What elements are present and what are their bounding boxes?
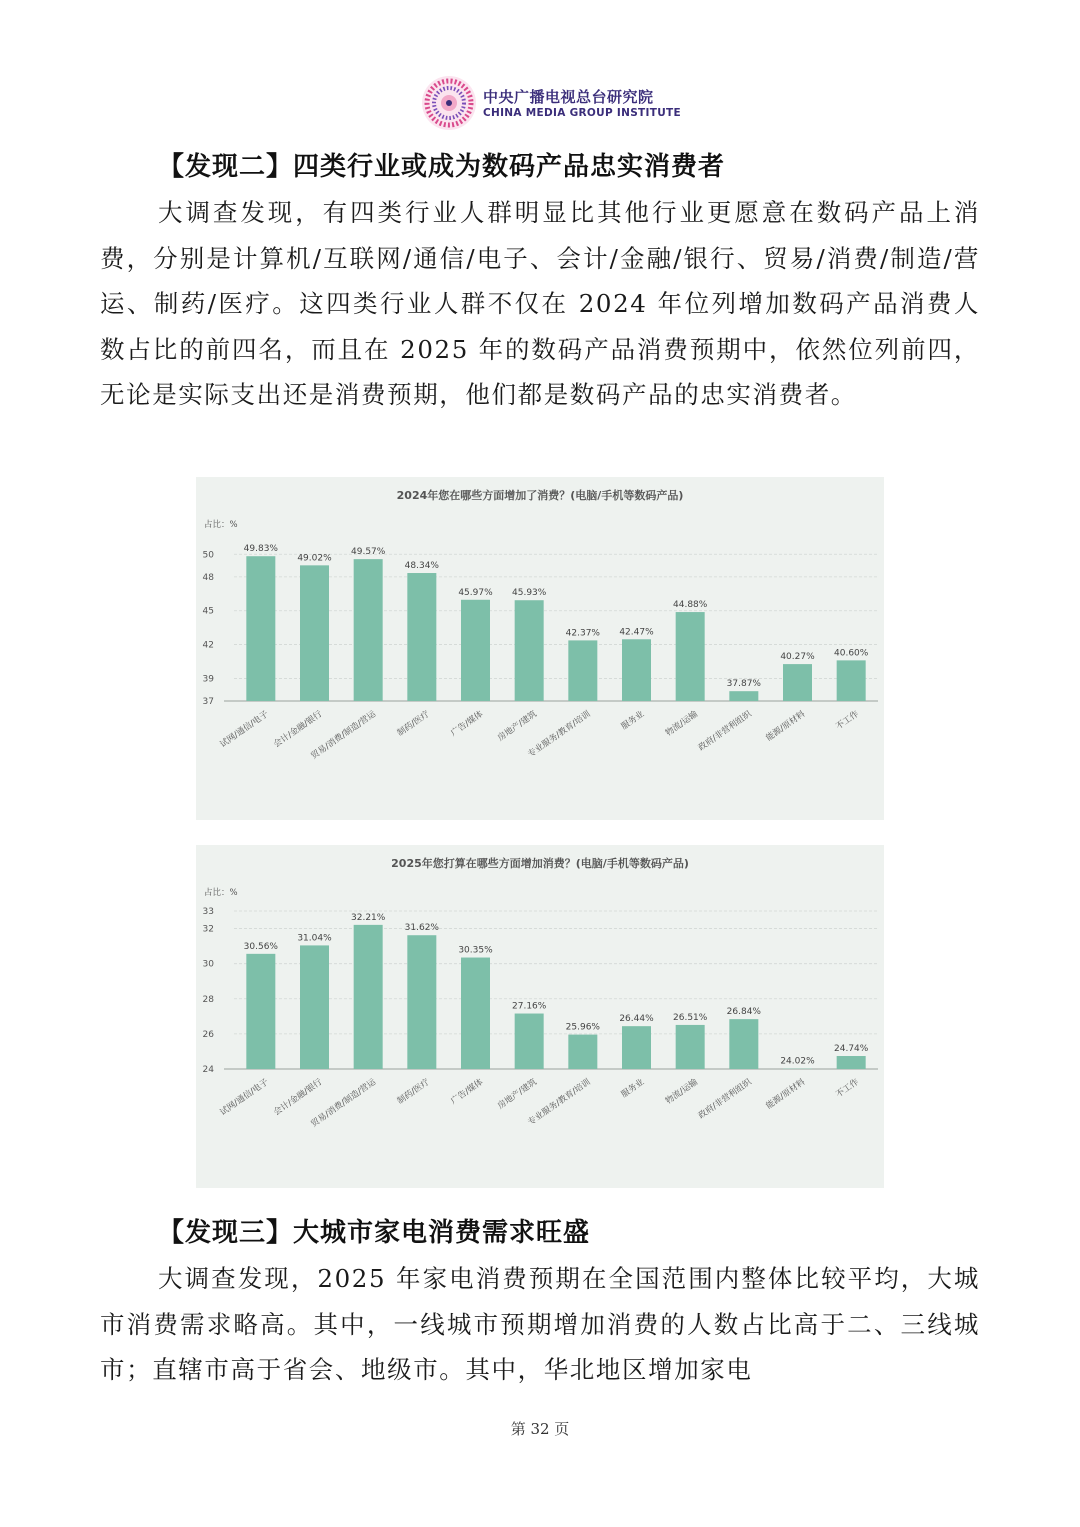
y-tick-label: 48 bbox=[202, 572, 214, 583]
x-tick-label: 贸易/消费/制造/营运 bbox=[309, 709, 378, 762]
data-label: 49.83% bbox=[243, 544, 278, 555]
data-label: 37.87% bbox=[726, 679, 761, 690]
x-tick-label: 不工作 bbox=[834, 1077, 861, 1101]
bar bbox=[246, 954, 275, 1069]
data-label: 24.02% bbox=[780, 1056, 815, 1067]
finding2-heading: 【发现二】四类行业或成为数码产品忠实消费者 bbox=[158, 152, 726, 182]
org-name-cn: 中央广播电视总台研究院 bbox=[483, 88, 654, 106]
x-tick-label: 制药/医疗 bbox=[395, 709, 432, 739]
y-tick-label: 37 bbox=[202, 697, 214, 707]
finding2-paragraph: 大调查发现，有四类行业人群明显比其他行业更愿意在数码产品上消费，分别是计算机/互联网/通信/电子、会计/金融/银行、贸易/消费/制造/营运、制药/医疗。这四类行业人群不仅在 2024 年位列增加数码产品消费人数占比的前四名，而且在 2025 年的数码产品消费预期中，依然位列前四，无论是实际支出还是消费预期，他们都是数码产品的忠实消费者。 bbox=[100, 198, 980, 409]
x-tick-label: 广告/媒体 bbox=[449, 1077, 486, 1107]
page-header bbox=[420, 74, 680, 134]
x-tick-label: 房地产/建筑 bbox=[495, 1077, 539, 1112]
x-tick-label: 广告/媒体 bbox=[449, 709, 486, 739]
chart-2024 bbox=[196, 477, 884, 820]
y-tick-label: 24 bbox=[202, 1065, 214, 1075]
bar bbox=[515, 1014, 544, 1069]
chart-title: 2024年您在哪些方面增加了消费？(电脑/手机等数码产品) bbox=[396, 489, 684, 502]
x-tick-label: 物流/运输 bbox=[663, 1077, 700, 1107]
x-tick-label: 专业服务/教育/培训 bbox=[526, 709, 593, 760]
x-tick-label: 会计/金融/银行 bbox=[272, 709, 325, 750]
x-tick-label: 房地产/建筑 bbox=[495, 709, 539, 744]
finding3-paragraph: 大调查发现，2025 年家电消费预期在全国范围内整体比较平均，大城市消费需求略高。其中，一线城市预期增加消费的人数占比高于二、三线城市；直辖市高于省会、地级市。其中，华北地区增加家电 bbox=[100, 1264, 980, 1384]
y-tick-label: 39 bbox=[202, 674, 214, 685]
y-tick-label: 32 bbox=[202, 924, 214, 935]
y-axis-label: 占比：% bbox=[204, 520, 238, 530]
data-label: 49.02% bbox=[297, 553, 332, 564]
bar bbox=[622, 639, 651, 701]
chart-2025 bbox=[196, 845, 884, 1188]
org-name-en: CHINA MEDIA GROUP INSTITUTE bbox=[483, 107, 681, 119]
x-tick-label: 试网/通信/电子 bbox=[218, 1077, 271, 1118]
data-label: 32.21% bbox=[351, 912, 386, 923]
y-tick-label: 45 bbox=[202, 606, 214, 617]
x-tick-label: 物流/运输 bbox=[663, 709, 700, 739]
bar bbox=[407, 573, 436, 701]
data-label: 26.51% bbox=[673, 1012, 708, 1023]
bar bbox=[622, 1026, 651, 1069]
data-label: 40.27% bbox=[780, 652, 815, 663]
x-tick-label: 贸易/消费/制造/营运 bbox=[309, 1077, 378, 1130]
data-label: 31.62% bbox=[404, 923, 439, 934]
bar bbox=[837, 660, 866, 701]
x-tick-label: 政府/非营利组织 bbox=[696, 1077, 754, 1122]
data-label: 48.34% bbox=[404, 561, 439, 572]
bar bbox=[515, 600, 544, 701]
x-tick-label: 试网/通信/电子 bbox=[218, 709, 271, 750]
data-label: 42.37% bbox=[565, 628, 600, 639]
y-tick-label: 33 bbox=[202, 907, 214, 917]
bar bbox=[676, 612, 705, 701]
bar bbox=[568, 640, 597, 701]
data-label: 26.44% bbox=[619, 1014, 654, 1025]
bar bbox=[837, 1056, 866, 1069]
data-label: 45.93% bbox=[512, 588, 547, 599]
bar bbox=[246, 556, 275, 701]
x-tick-label: 服务业 bbox=[619, 709, 647, 733]
x-tick-label: 政府/非营利组织 bbox=[696, 709, 754, 754]
data-label: 49.57% bbox=[351, 547, 386, 558]
y-tick-label: 30 bbox=[202, 959, 214, 970]
data-label: 27.16% bbox=[512, 1001, 547, 1012]
x-tick-label: 能源/原材料 bbox=[764, 1077, 808, 1112]
bar bbox=[407, 935, 436, 1069]
cmg-institute-logo bbox=[420, 74, 478, 132]
bar bbox=[729, 691, 758, 701]
data-label: 25.96% bbox=[565, 1022, 600, 1033]
data-label: 44.88% bbox=[673, 600, 708, 611]
bar bbox=[568, 1035, 597, 1069]
bar bbox=[729, 1019, 758, 1069]
bar bbox=[461, 958, 490, 1069]
data-label: 45.97% bbox=[458, 587, 493, 598]
bar bbox=[783, 664, 812, 701]
chart-2025-panel bbox=[196, 845, 884, 1188]
y-tick-label: 50 bbox=[202, 550, 214, 561]
chart-title: 2025年您打算在哪些方面增加消费？(电脑/手机等数码产品) bbox=[391, 857, 689, 870]
data-label: 42.47% bbox=[619, 627, 654, 638]
x-tick-label: 制药/医疗 bbox=[395, 1077, 432, 1107]
chart-2024-panel bbox=[196, 477, 884, 820]
data-label: 26.84% bbox=[726, 1007, 761, 1018]
x-tick-label: 能源/原材料 bbox=[764, 709, 808, 744]
bar bbox=[300, 565, 329, 701]
data-label: 30.56% bbox=[243, 941, 278, 952]
data-label: 31.04% bbox=[297, 933, 332, 944]
y-axis-label: 占比：% bbox=[204, 888, 238, 898]
data-label: 30.35% bbox=[458, 945, 493, 956]
finding3-heading: 【发现三】大城市家电消费需求旺盛 bbox=[158, 1218, 591, 1248]
x-tick-label: 会计/金融/银行 bbox=[272, 1077, 325, 1118]
x-tick-label: 不工作 bbox=[834, 709, 861, 733]
bar bbox=[676, 1025, 705, 1069]
y-tick-label: 26 bbox=[202, 1029, 214, 1040]
data-label: 24.74% bbox=[834, 1044, 869, 1055]
data-label: 40.60% bbox=[834, 648, 869, 659]
y-tick-label: 42 bbox=[202, 640, 214, 651]
x-tick-label: 专业服务/教育/培训 bbox=[526, 1077, 593, 1128]
y-tick-label: 28 bbox=[202, 994, 214, 1005]
bar bbox=[354, 925, 383, 1069]
x-tick-label: 服务业 bbox=[619, 1077, 647, 1101]
bar bbox=[354, 559, 383, 701]
page-number: 第 32 页 bbox=[510, 1420, 570, 1438]
bar bbox=[300, 945, 329, 1069]
bar bbox=[461, 600, 490, 701]
